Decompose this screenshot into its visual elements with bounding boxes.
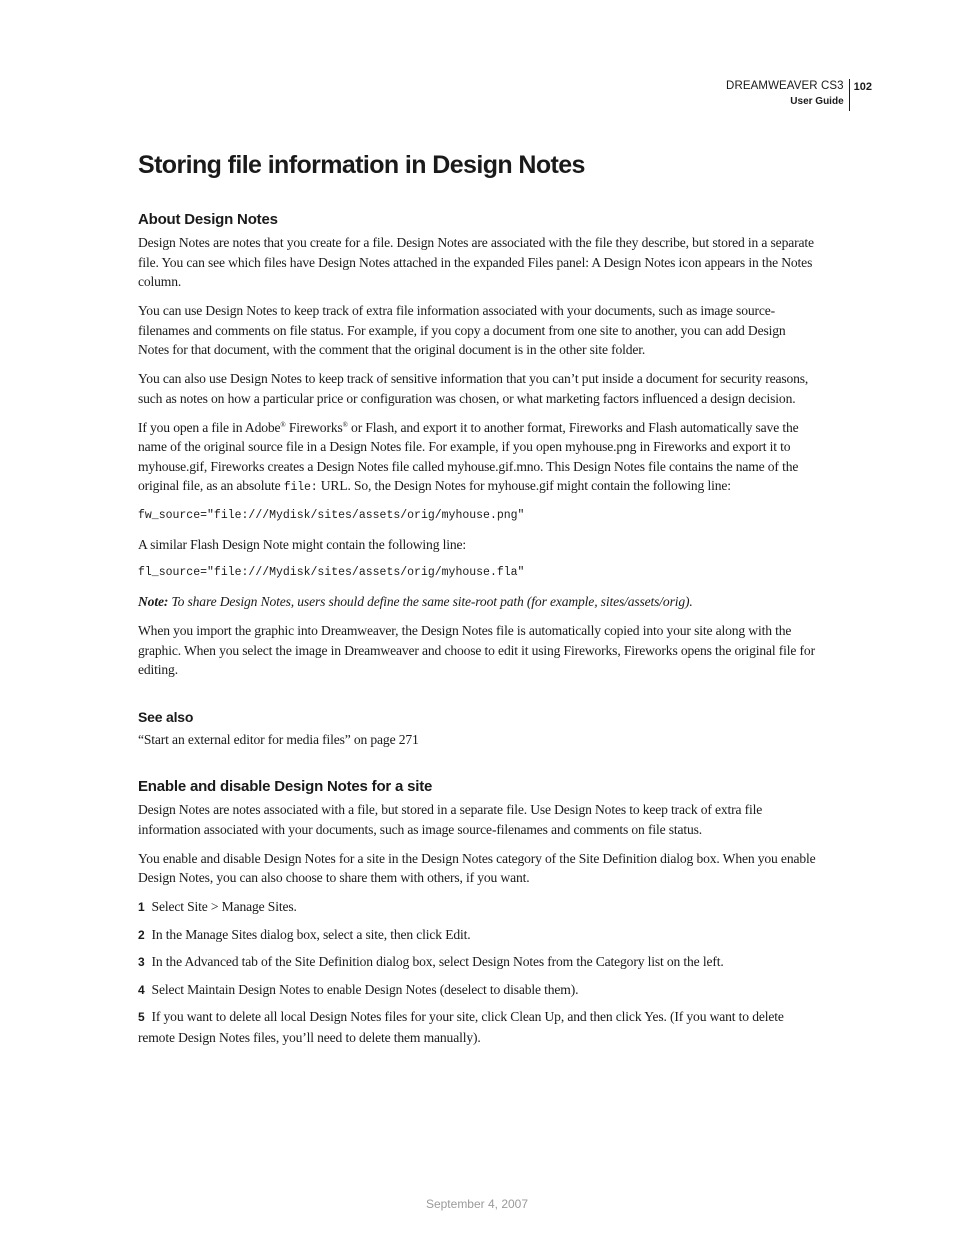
about-paragraph-6: When you import the graphic into Dreamweaver, the Design Notes file is automatically copied into your site along with the graphic. When you select the image in Dreamweaver and choose to edit it using Fireworks, Fireworks opens the original file for editing. [138, 623, 815, 677]
p4-part-b: Fireworks [285, 419, 343, 435]
registered-mark: ® [280, 420, 286, 429]
step-number: 2 [138, 927, 145, 942]
step-text: Select Site > Manage Sites. [151, 899, 297, 914]
header-guide: User Guide [790, 96, 844, 107]
about-paragraph-4 [138, 418, 816, 498]
step-item [138, 952, 816, 973]
see-also-heading: See also [138, 709, 194, 725]
p4-part-a: If you open a file in Adobe [138, 419, 281, 435]
step-text: Select Maintain Design Notes to enable Design Notes (deselect to disable them). [151, 981, 579, 997]
code-sample-fireworks: fw_source="file:///Mydisk/sites/assets/orig/myhouse.png" [138, 509, 525, 522]
enable-paragraph-1: Design Notes are notes associated with a file, but stored in a separate file. Use Design Notes to keep track of extra file information associated with your documents, such as image source-filenames and comments on file status. [138, 802, 763, 837]
about-paragraph-2: You can use Design Notes to keep track of extra file information associated with your documents, such as image source-filenames and comments on file status. For example, if you copy a document from one site to another, you can add Design Notes for that document, with the comment that the original document is in the other site folder. [138, 303, 786, 357]
note-text: To share Design Notes, users should define the same site-root path (for example, sites/assets/orig). [168, 594, 693, 609]
registered-mark: ® [342, 420, 348, 429]
step-number: 3 [138, 955, 145, 969]
note [138, 592, 816, 612]
step-number: 4 [138, 982, 145, 997]
about-heading: About Design Notes [138, 211, 278, 228]
enable-heading: Enable and disable Design Notes for a site [138, 778, 433, 795]
about-paragraph-5: A similar Flash Design Note might contain the following line: [138, 537, 467, 552]
code-sample-flash: fl_source="file:///Mydisk/sites/assets/orig/myhouse.fla" [138, 566, 525, 579]
page-content [138, 146, 816, 1054]
note-label: Note: [138, 594, 169, 609]
step-item [138, 1007, 816, 1047]
step-text: If you want to delete all local Design Notes files for your site, click Clean Up, and then click Yes. (If you want to delete remote Design Notes files, you’ll need to delete them manually). [138, 1009, 784, 1045]
p4-part-c: or Flash, and export it to another format, Fireworks and Flash automatically save the name of the original source file in a Design Notes file. For example, if you open myhouse.png in Fireworks and export it to myhouse.gif, Fireworks creates a Design Notes file called myhouse.gif.mno. This Design Notes file contains the name of the original file, as an absolute [138, 419, 799, 493]
see-also-link[interactable]: “Start an external editor for media files” on page 271 [138, 732, 419, 747]
inline-code: file: [283, 481, 318, 494]
p4-part-d: URL. So, the Design Notes for myhouse.gif might contain the following line: [317, 478, 731, 493]
enable-paragraph-2: You enable and disable Design Notes for a site in the Design Notes category of the Site Definition dialog box. When you enable Design Notes, you can also choose to share them with others, if you want. [138, 850, 816, 885]
page-footer-date: September 4, 2007 [425, 1197, 529, 1211]
step-number: 5 [138, 1010, 145, 1024]
step-item [138, 925, 816, 946]
step-text: In the Manage Sites dialog box, select a site, then click Edit. [151, 926, 471, 942]
header-product: DREAMWEAVER CS3 [726, 80, 844, 92]
page-header [726, 79, 872, 111]
step-item [138, 980, 816, 1001]
header-title-block [726, 79, 850, 111]
page-title: Storing file information in Design Notes [138, 151, 585, 179]
about-paragraph-3: You can also use Design Notes to keep track of sensitive information that you can’t put inside a document for security reasons, such as notes on how a particular price or configuration was chosen, or what marketing factors influenced a design decision. [138, 371, 809, 406]
page-number: 102 [853, 81, 872, 93]
about-paragraph-1: Design Notes are notes that you create for a file. Design Notes are associated with the file they describe, but stored in a separate file. You can see which files have Design Notes attached in the expanded Files panel: A Design Notes icon appears in the Notes column. [138, 235, 814, 289]
step-text: In the Advanced tab of the Site Definition dialog box, select Design Notes from the Category list on the left. [151, 954, 724, 969]
steps-list [138, 897, 816, 1047]
step-item [138, 897, 816, 918]
step-number: 1 [138, 900, 145, 914]
